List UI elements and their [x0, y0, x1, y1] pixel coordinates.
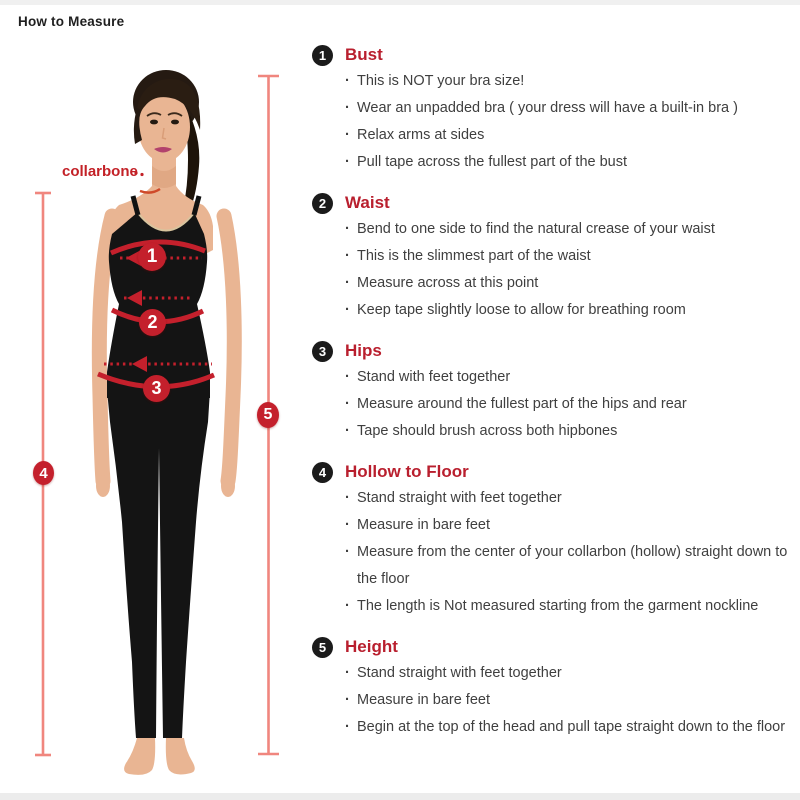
hips-marker-badge: 3 — [143, 375, 170, 402]
bullet-item: · The length is Not measured starting from the garment nockline — [345, 593, 797, 620]
instructions-list — [312, 44, 800, 757]
bullet-item: · Tape should brush across both hipbones — [345, 418, 797, 445]
bullet-item: · Bend to one side to find the natural crease of your waist — [345, 216, 797, 243]
bullet-item: · Stand straight with feet together — [345, 485, 797, 512]
step-number-badge: 5 — [312, 637, 333, 658]
section-title: Hips — [345, 341, 382, 360]
waist-marker-badge: 2 — [139, 309, 166, 336]
section-waist — [312, 192, 800, 324]
section-title: Bust — [345, 45, 383, 64]
bullet-item: · Wear an unpadded bra ( your dress will have a built-in bra ) — [345, 95, 797, 122]
section-hips — [312, 340, 800, 445]
bullet-item: · Relax arms at sides — [345, 122, 797, 149]
step-number-badge: 1 — [312, 45, 333, 66]
bullet-item: · Stand with feet together — [345, 364, 797, 391]
bullet-item: · Measure in bare feet — [345, 512, 797, 539]
collarbone-label: collarbone — [62, 163, 138, 180]
section-hollow-to-floor — [312, 461, 800, 620]
bullet-item: · Stand straight with feet together — [345, 660, 797, 687]
bullet-item: · Measure in bare feet — [345, 687, 797, 714]
measurement-figure — [0, 0, 310, 800]
section-title: Waist — [345, 193, 390, 212]
section-title: Height — [345, 637, 398, 656]
section-title: Hollow to Floor — [345, 462, 469, 481]
bullet-item: · Measure around the fullest part of the hips and rear — [345, 391, 797, 418]
bullet-item: · Pull tape across the fullest part of the bust — [345, 149, 797, 176]
bust-marker-badge: 1 — [138, 243, 166, 271]
bullet-item: · Measure from the center of your collarbon (hollow) straight down to the floor — [345, 539, 797, 593]
bullet-item: · Measure across at this point — [345, 270, 797, 297]
bullet-item: · This is the slimmest part of the waist — [345, 243, 797, 270]
hollow-to-floor-marker-badge: 4 — [33, 461, 54, 485]
step-number-badge: 3 — [312, 341, 333, 362]
bullet-item: · Begin at the top of the head and pull tape straight down to the floor — [345, 714, 797, 741]
step-number-badge: 2 — [312, 193, 333, 214]
bullet-item: · This is NOT your bra size! — [345, 68, 797, 95]
bullet-item: · Keep tape slightly loose to allow for breathing room — [345, 297, 797, 324]
section-bust — [312, 44, 800, 176]
step-number-badge: 4 — [312, 462, 333, 483]
page-title: How to Measure — [18, 14, 125, 29]
height-marker-badge: 5 — [257, 402, 279, 428]
section-height — [312, 636, 800, 741]
